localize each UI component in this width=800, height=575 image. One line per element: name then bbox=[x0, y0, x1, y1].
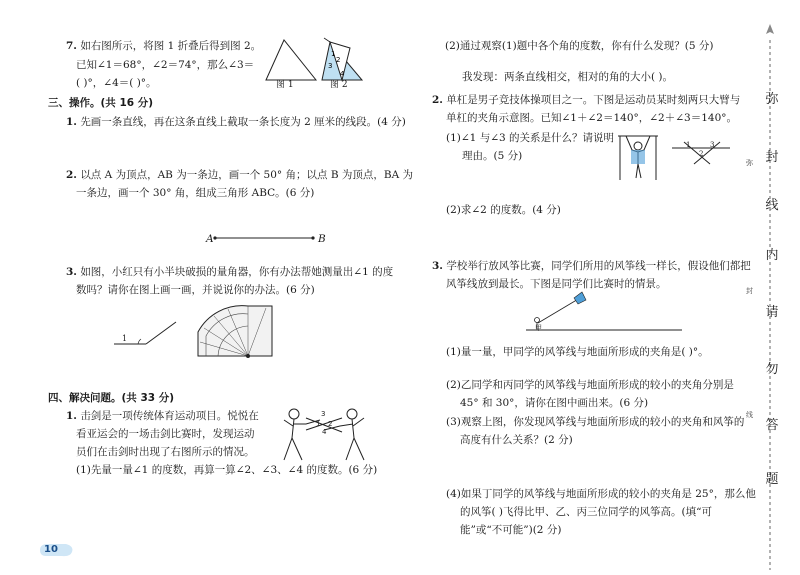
bar-angle-label-1: 1 bbox=[686, 141, 691, 149]
fig1-caption: 图 1 bbox=[276, 80, 294, 90]
q7-line2: 已知∠1＝68°，∠2＝74°，那么∠3＝ bbox=[76, 59, 255, 71]
ps2-line2: 单杠的夹角示意图。已知∠1＋∠2＝140°，∠2＋∠3＝140°。 bbox=[446, 112, 737, 124]
kite-icon bbox=[574, 292, 586, 304]
ps2-sub1a: (1)∠1 与∠3 的关系是什么？请说明 bbox=[446, 132, 615, 144]
fig2-label-1: 1 bbox=[331, 50, 336, 58]
bar-angle-label-2: 2 bbox=[699, 150, 704, 158]
person-jia-label: 甲 bbox=[535, 324, 542, 332]
ps3-sub3b: 高度有什么关系？(2 分) bbox=[460, 434, 573, 446]
ps1-q2-line1: (2)通过观察(1)题中各个角的度数，你有什么发现？(5 分) bbox=[445, 40, 714, 52]
angle1-label: 1 bbox=[122, 334, 128, 343]
seal-char-4: 内 bbox=[765, 248, 779, 263]
ps3-sub4b: 的风筝( )飞得比甲、乙、丙三位同学的风筝高。(填“可 bbox=[460, 506, 712, 518]
ps3-line2: 风筝线放到最长。下图是同学们比赛时的情景。 bbox=[446, 278, 667, 290]
fig2-label-2: 2 bbox=[336, 56, 341, 64]
ps3-line1: 3. 学校举行放风筝比赛，同学们所用的风筝线一样长，假设他们都把 bbox=[432, 260, 751, 272]
broken-protractor bbox=[196, 302, 276, 360]
op1-text: 1. 先画一条直线，再在这条直线上截取一条长度为 2 厘米的线段。(4 分) bbox=[66, 116, 406, 128]
kite-string bbox=[538, 298, 580, 323]
fencing-label-4: 4 bbox=[322, 428, 327, 436]
page-number-badge bbox=[36, 542, 76, 558]
gymnast-figure bbox=[614, 128, 662, 182]
seal-char-3: 线 bbox=[765, 198, 779, 213]
page-number: 10 bbox=[44, 544, 58, 555]
ps1-line2: 看亚运会的一场击剑比赛时，发现运动 bbox=[76, 428, 255, 440]
seal-small-2: 封 bbox=[746, 287, 753, 295]
fencing-figure bbox=[276, 404, 372, 464]
seal-char-7: 答 bbox=[765, 418, 779, 433]
kite-figure bbox=[524, 290, 684, 338]
seal-char-1: 弥 bbox=[765, 92, 779, 107]
angle1-figure bbox=[110, 318, 180, 350]
q7-line1: 7. 如右图所示，将图 1 折叠后得到图 2。 bbox=[66, 40, 262, 52]
fencing-label-2: 2 bbox=[328, 420, 333, 428]
seal-char-8: 题 bbox=[765, 472, 779, 487]
seal-char-2: 封 bbox=[765, 150, 779, 165]
seal-strip bbox=[740, 0, 800, 575]
bar-angle-label-3: 3 bbox=[710, 141, 715, 149]
ps1-q2-line2: 我发现：两条直线相交，相对的角的大小( )。 bbox=[462, 71, 674, 83]
seal-small-3: 线 bbox=[746, 411, 753, 419]
ps2-line1: 2. 单杠是男子竞技体操项目之一。下图是运动员某时刻两只大臂与 bbox=[432, 94, 741, 106]
point-a-label: A bbox=[206, 233, 214, 245]
ps1-line4: (1)先量一量∠1 的度数，再算一算∠2、∠3、∠4 的度数。(6 分) bbox=[76, 464, 378, 476]
ps3-sub1: (1)量一量，甲同学的风筝线与地面所形成的夹角是( )°。 bbox=[446, 346, 709, 358]
fencing-label-1: 1 bbox=[316, 420, 321, 428]
ps3-sub2a: (2)乙同学和丙同学的风筝线与地面所形成的较小的夹角分别是 bbox=[446, 379, 734, 391]
section4-title: 四、解决问题。(共 33 分) bbox=[48, 392, 175, 404]
op3-line1: 3. 如图，小红只有小半块破损的量角器，你有办法帮她测量出∠1 的度 bbox=[66, 266, 394, 278]
op2-line2: 一条边，画一个 30° 角，组成三角形 ABC。(6 分) bbox=[76, 187, 315, 199]
ps2-sub2: (2)求∠2 的度数。(4 分) bbox=[446, 204, 561, 216]
fig1-triangle bbox=[266, 40, 316, 80]
ps3-sub2b: 45° 和 30°，请你在图中画出来。(6 分) bbox=[460, 397, 649, 409]
ps3-sub4c: 能”或“不可能”)(2 分) bbox=[460, 524, 562, 536]
q7-line3: ( )°，∠4＝( )°。 bbox=[76, 77, 157, 89]
ps2-sub1b: 理由。(5 分) bbox=[462, 150, 523, 162]
fig2-label-3: 3 bbox=[328, 62, 333, 70]
ps3-sub3a: (3)观察上图，你发现风筝线与地面所形成的较小的夹角和风筝的 bbox=[446, 416, 745, 428]
op2-line1: 2. 以点 A 为顶点，AB 为一条边，画一个 50° 角；以点 B 为顶点，BA 为 bbox=[66, 169, 414, 181]
section3-title: 三、操作。(共 16 分) bbox=[48, 97, 154, 109]
point-b-label: B bbox=[318, 233, 326, 245]
fencing-label-3: 3 bbox=[321, 410, 326, 418]
op3-line2: 数吗？请你在图上画一画，并说说你的办法。(6 分) bbox=[76, 284, 315, 296]
ps3-sub4a: (4)如果丁同学的风筝线与地面所形成的较小的夹角是 25°，那么他 bbox=[446, 488, 756, 500]
ps1-line1: 1. 击剑是一项传统体育运动项目。悦悦在 bbox=[66, 410, 259, 422]
seal-small-1: 弥 bbox=[746, 159, 753, 167]
segment-ab bbox=[213, 234, 315, 242]
ps1-line3: 员们在击剑时出现了右图所示的情况。 bbox=[76, 446, 255, 458]
seal-char-6: 勿 bbox=[765, 362, 779, 377]
seal-char-5: 请 bbox=[765, 305, 779, 320]
fig2-caption: 图 2 bbox=[330, 80, 348, 90]
fig2-label-4: 4 bbox=[340, 70, 345, 78]
